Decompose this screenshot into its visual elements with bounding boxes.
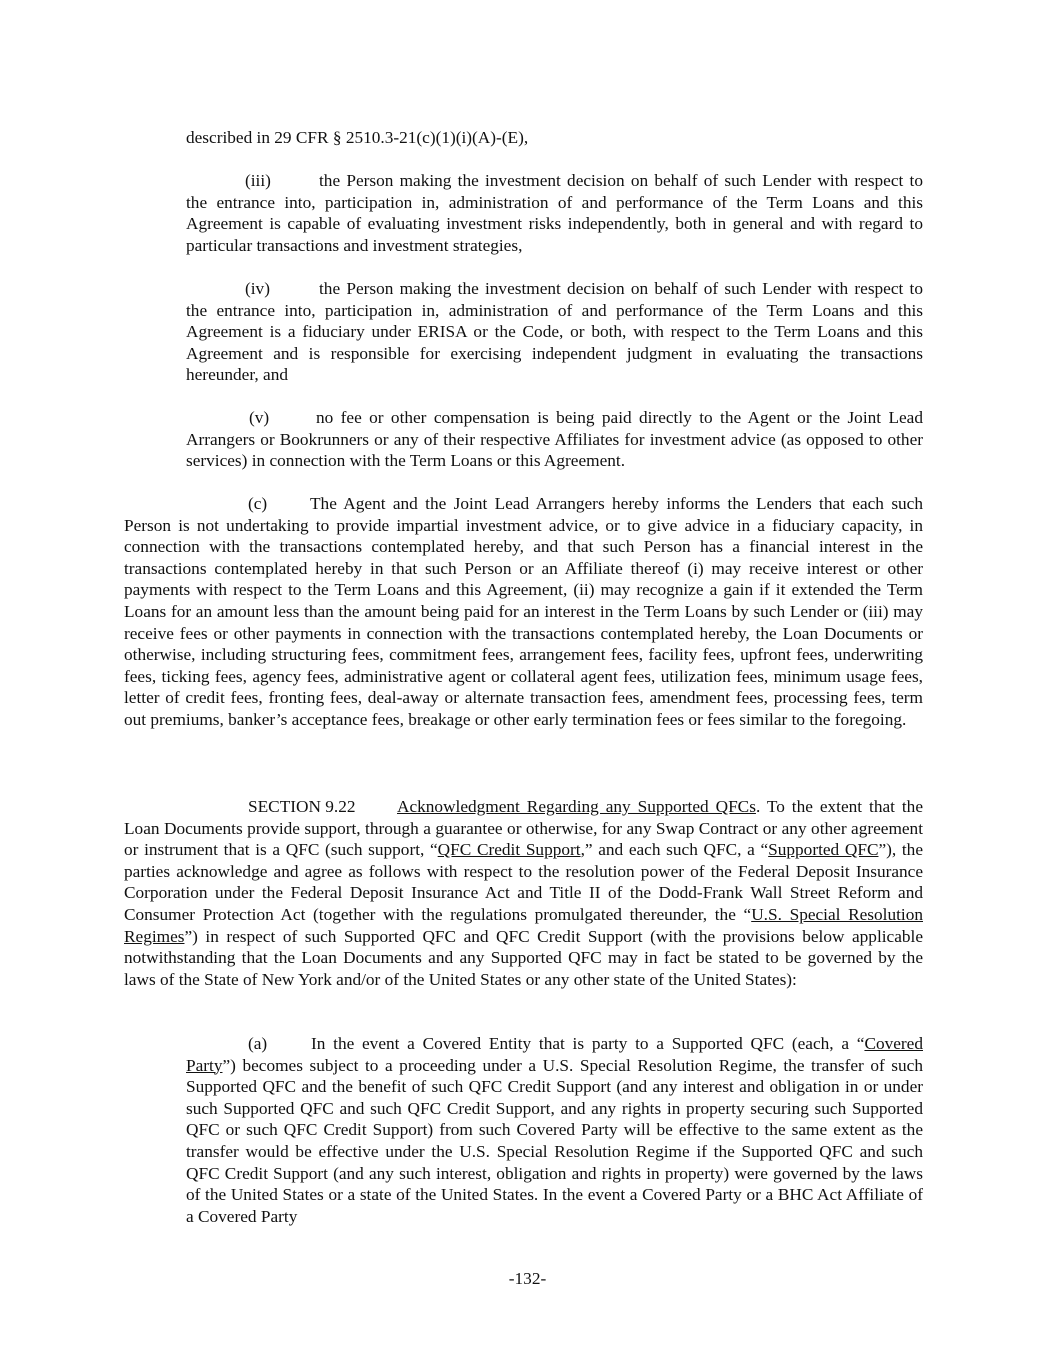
paragraph-a: (a) In the event a Covered Entity that is party to a Supported QFC (each, a “Covered Party”) becomes subject to a proceeding under a U.S. Special Resolution Regime, the transfer of such Supported QFC and the benefit of such QFC Credit Support (and any interest and obligation in or under such Supported QFC and such QFC Credit Support, and any rights in property securing such Supported QFC or such QFC Credit Support) from such Covered Party will be effective to the same extent as the transfer would be effective under the U.S. Special Resolution Regime if the Supported QFC and such QFC Credit Support (and any such interest, obligation and rights in property) were governed by the laws of the United States or a state of the United States. In the event a Covered Party or a BHC Act Affiliate of a Covered Party [186,1034,923,1226]
defined-term-covered-party: Covered Party [186,1034,923,1075]
defined-term-us-special-resolution-regimes: U.S. Special Resolution Regimes [124,904,923,946]
clause-number: (iv) [245,279,270,298]
defined-term-qfc-credit-support: QFC Credit Support [437,840,581,860]
section-number: SECTION 9.22 [248,797,356,816]
clause-text: the Person making the investment decision on behalf of such Lender with respect to the entrance into, participation in, administration of and performance of the Term Loans and this Agreement is a fiduciary under ERISA or the Code, or both, with respect to the Term Loans and this Agreement and is responsible for exercising independent judgment in evaluating the transactions hereunder, and [186,279,923,385]
page-number: -132- [508,1269,547,1288]
section-heading: Acknowledgment Regarding any Supported QFCs [397,797,756,816]
clause-number: (a) [248,1034,268,1053]
paragraph-iii [186,170,923,256]
clause-number: (v) [249,408,270,427]
clause-text: The Agent and the Joint Lead Arrangers hereby informs the Lenders that each such Person is not undertaking to provide impartial investment advice, or to give advice in a fiduciary capacity, in connection with the transactions contemplated hereby, and that such Person has a financial interest in the transactions contemplated hereby in that such Person or an Affiliate thereof (i) may receive interest or other payments with respect to the Term Loans and this Agreement, (ii) may recognize a gain if it extended the Term Loans for an amount less than the amount being paid for an interest in the Term Loans by such Lender or (iii) may receive fees or other payments in connection with the transactions contemplated hereby, the Loan Documents or otherwise, including structuring fees, commitment fees, arrangement fees, facility fees, upfront fees, underwriting fees, ticking fees, agency fees, administrative agent or collateral agent fees, utilization fees, minimum usage fees, letter of credit fees, fronting fees, deal-away or alternate transaction fees, amendment fees, processing fees, term out premiums, banker’s acceptance fees, breakage or other early termination fees or fees similar to the foregoing. [124,494,923,729]
clause-text: the Person making the investment decision on behalf of such Lender with respect to the entrance into, participation in, administration of and performance of the Term Loans and this Agreement is capable of evaluating investment risks independently, both in general and with regard to particular transactions and investment strategies, [186,171,923,255]
paragraph-iv [186,278,923,386]
paragraph-c [124,493,923,731]
clause-number: (iii) [245,171,271,190]
paragraph-v [186,407,923,472]
defined-term-supported-qfc: Supported QFC [768,840,879,860]
paragraph-continuation: described in 29 CFR § 2510.3-21(c)(1)(i)(A)-(E), [186,128,529,147]
section-9-22: SECTION 9.22 Acknowledgment Regarding any Supported QFCs. To the extent that the Loan Documents provide support, through a guarantee or otherwise, for any Swap Contract or any other agreement or instrument that is a QFC (such support, “QFC Credit Support,” and each such QFC, a “Supported QFC”), the parties acknowledge and agree as follows with respect to the resolution power of the Federal Deposit Insurance Corporation under the Federal Deposit Insurance Act and Title II of the Dodd-Frank Wall Street Reform and Consumer Protection Act (together with the regulations promulgated thereunder, the “U.S. Special Resolution Regimes”) in respect of such Supported QFC and QFC Credit Support (with the provisions below applicable notwithstanding that the Loan Documents and any Supported QFC may in fact be stated to be governed by the laws of the State of New York and/or of the United States or any other state of the United States): [124,797,923,989]
clause-text: no fee or other compensation is being paid directly to the Agent or the Joint Lead Arrangers or Bookrunners or any of their respective Affiliates for investment advice (as opposed to other services) in connection with the Term Loans or this Agreement. [186,408,923,471]
clause-number: (c) [248,494,268,513]
